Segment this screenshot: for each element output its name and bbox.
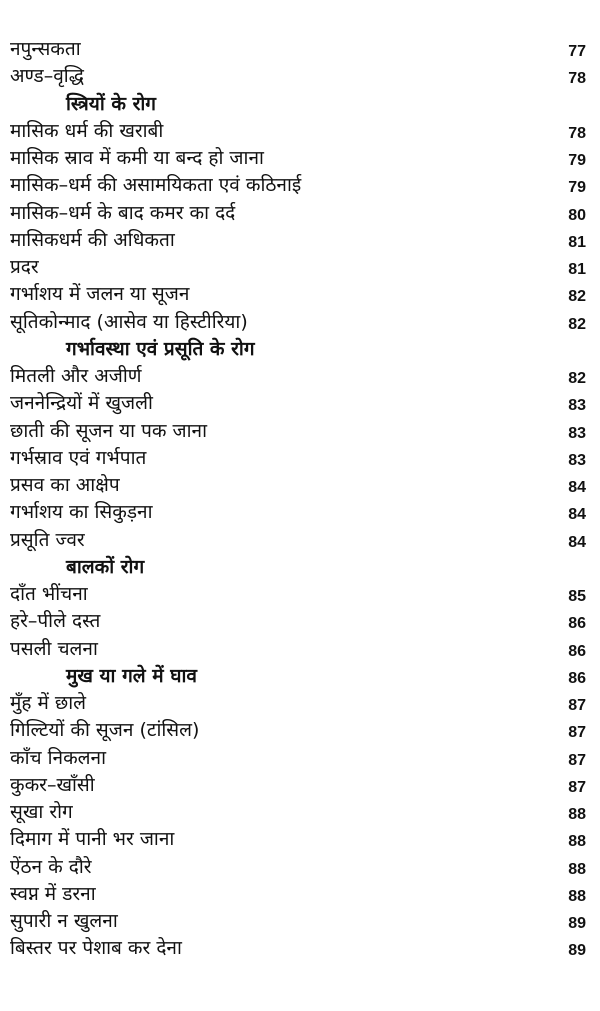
entry-title: मितली और अजीर्ण — [10, 365, 142, 387]
entry-title: मासिक–धर्म के बाद कमर का दर्द — [10, 201, 236, 224]
page-number: 86 — [568, 642, 586, 660]
entry-title: प्रसव का आक्षेप — [10, 474, 120, 496]
page-number: 86 — [568, 615, 586, 633]
entry-title: प्रसूति ज्वर — [10, 528, 85, 551]
page-number: 84 — [568, 506, 586, 524]
entry-title: सूखा रोग — [10, 801, 73, 823]
toc-entry — [0, 309, 600, 337]
entry-title: गर्भाशय का सिकुड़ना — [10, 501, 153, 524]
page-number: 88 — [568, 833, 586, 851]
toc-entry — [0, 499, 600, 527]
toc-entry — [0, 281, 600, 309]
page-number: 84 — [568, 479, 586, 496]
entry-title: अण्ड–वृद्धि — [10, 65, 84, 88]
page-number: 87 — [568, 724, 586, 742]
toc-section-heading — [0, 554, 600, 582]
entry-title: गिल्टियों की सूजन (टांसिल) — [10, 719, 200, 742]
page-number: 79 — [568, 152, 586, 169]
toc-entry — [0, 717, 600, 745]
toc-entry — [0, 636, 600, 664]
entry-title: हरे–पीले दस्त — [10, 610, 101, 633]
entry-title: छाती की सूजन या पक जाना — [10, 419, 207, 442]
section-heading-title: बालकों रोग — [66, 555, 145, 578]
toc-entry — [0, 145, 600, 173]
page-number: 87 — [568, 697, 586, 714]
page-number: 88 — [568, 860, 586, 878]
entry-title: सुपारी न खुलना — [10, 910, 118, 932]
toc-entry — [0, 172, 600, 200]
entry-title: कुकर–खाँसी — [10, 773, 95, 796]
entry-title: मासिक–धर्म की असामयिकता एवं कठिनाई — [10, 174, 302, 197]
toc-entry — [0, 854, 600, 882]
toc-section-heading — [0, 336, 600, 364]
page-number: 85 — [568, 588, 586, 605]
toc-entry — [0, 472, 600, 500]
toc-entry — [0, 390, 600, 418]
entry-title: मुँह में छाले — [10, 692, 87, 714]
toc-entry — [0, 36, 600, 64]
entry-title: गर्भस्राव एवं गर्भपात — [10, 446, 147, 469]
page-number: 77 — [568, 43, 586, 60]
page-number: 83 — [568, 397, 586, 415]
page-number: 87 — [568, 778, 586, 796]
page-number: 81 — [568, 261, 586, 278]
toc-entry — [0, 608, 600, 636]
page-number: 83 — [568, 424, 586, 442]
entry-title: दाँत भींचना — [10, 583, 88, 605]
toc-entry — [0, 772, 600, 800]
toc-entry — [0, 363, 600, 391]
page-number: 82 — [568, 370, 586, 387]
page-number: 88 — [568, 806, 586, 823]
toc-entry — [0, 200, 600, 228]
toc-entry — [0, 799, 600, 827]
page-number: 89 — [568, 915, 586, 932]
toc-entry — [0, 63, 600, 91]
toc-entry — [0, 445, 600, 473]
page-number: 87 — [568, 751, 586, 769]
page-number: 81 — [568, 233, 586, 251]
page-number: 78 — [568, 70, 586, 88]
page-number: 78 — [568, 124, 586, 142]
entry-title: काँच निकलना — [10, 746, 107, 769]
entry-title: मासिक धर्म की खराबी — [10, 119, 164, 142]
page-number: 80 — [568, 206, 586, 224]
toc-entry — [0, 826, 600, 854]
section-heading-title: गर्भावस्था एवं प्रसूति के रोग — [66, 337, 255, 360]
toc-entry — [0, 254, 600, 282]
toc-entry — [0, 118, 600, 146]
toc-entry — [0, 745, 600, 773]
entry-title: मासिकधर्म की अधिकता — [10, 228, 175, 251]
entry-title: नपुन्सकता — [10, 38, 81, 60]
entry-title: बिस्तर पर पेशाब कर देना — [10, 937, 182, 960]
entry-title: ऐंठन के दौरे — [10, 855, 92, 878]
toc-entry — [0, 690, 600, 718]
toc-section-heading — [0, 663, 600, 691]
page-number: 86 — [568, 669, 586, 687]
entry-title: प्रदर — [10, 256, 39, 278]
page-number: 88 — [568, 887, 586, 905]
entry-title: गर्भाशय में जलन या सूजन — [10, 283, 190, 306]
page-number: 84 — [568, 533, 586, 551]
toc-entry — [0, 527, 600, 555]
section-heading-title: स्त्रियों के रोग — [66, 92, 156, 115]
entry-title: सूतिकोन्माद (आसेव या हिस्टीरिया) — [10, 310, 248, 333]
entry-title: मासिक स्राव में कमी या बन्द हो जाना — [10, 147, 264, 169]
entry-title: जननेन्द्रियों में खुजली — [10, 392, 153, 415]
section-heading-title: मुख या गले में घाव — [66, 664, 197, 687]
toc-entry — [0, 581, 600, 609]
page-number: 82 — [568, 288, 586, 306]
page-number: 79 — [568, 179, 586, 197]
toc-section-heading — [0, 91, 600, 119]
page-number: 82 — [568, 315, 586, 333]
entry-title: पसली चलना — [10, 637, 98, 660]
toc-entry — [0, 418, 600, 446]
page-number: 83 — [568, 451, 586, 469]
page-number: 89 — [568, 942, 586, 960]
entry-title: दिमाग में पानी भर जाना — [10, 828, 175, 851]
toc-entry — [0, 227, 600, 255]
entry-title: स्वप्न में डरना — [10, 882, 96, 905]
toc-entry — [0, 908, 600, 936]
toc-entry — [0, 881, 600, 909]
toc-entry — [0, 935, 600, 963]
